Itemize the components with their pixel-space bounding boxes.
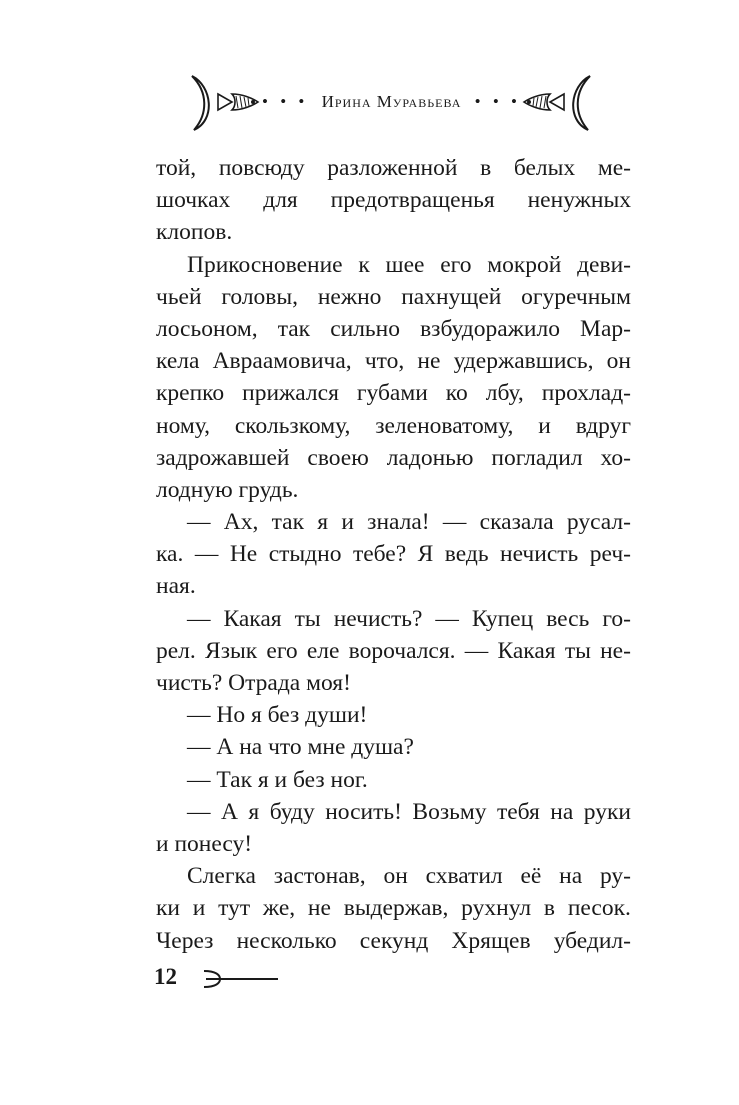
text-line: той, повсюду разложенной в белых ме- <box>156 155 631 181</box>
text-line: — Так я и без ног. <box>187 766 368 793</box>
header-title <box>262 92 520 112</box>
text-line: рел. Язык его еле ворочался. — Какая ты не- <box>156 637 631 664</box>
text-line: клопов. <box>156 219 233 246</box>
header-dots-left: • • • <box>262 92 309 111</box>
text-line: чьей головы, нежно пахнущей огуречным <box>156 283 631 310</box>
text-line: ки и тут же, не выдержав, рухнул в песок. <box>156 895 631 922</box>
text-line: — А на что мне душа? <box>187 734 414 761</box>
text-line: кела Авраамовича, что, не удержавшись, он <box>156 348 631 375</box>
text-line: и понесу! <box>156 830 253 857</box>
header-dots-right: • • • <box>474 92 521 111</box>
text-line: — А я буду носить! Возьму тебя на руки <box>187 798 631 825</box>
mermaid-tail-ornament-icon <box>182 72 262 134</box>
text-line: Слегка застонав, он схватил её на ру- <box>187 863 631 890</box>
text-line: чисть? Отрада моя! <box>156 670 351 696</box>
text-line: — Ах, так я и знала! — сказала русал- <box>187 509 631 536</box>
text-line: — Какая ты нечисть? — Купец весь го- <box>187 605 631 632</box>
text-line: Прикосновение к шее его мокрой деви- <box>187 251 631 278</box>
text-line: лосьоном, так сильно взбудоражило Мар- <box>156 315 631 342</box>
text-line: лодную грудь. <box>156 476 299 503</box>
text-line: ному, скользкому, зеленоватому, и вдруг <box>156 412 631 439</box>
text-line: крепко прижался губами ко лбу, прохлад- <box>156 380 631 407</box>
mermaid-tail-ornament-right-icon <box>520 72 600 134</box>
author-name: Ирина Муравьева <box>321 92 462 111</box>
trident-icon <box>202 968 280 990</box>
text-line: Через несколько секунд Хрящев убедил- <box>156 927 631 954</box>
text-line: задрожавшей своею ладонью погладил хо- <box>156 444 631 471</box>
text-line: ка. — Не стыдно тебе? Я ведь нечисть реч- <box>156 541 631 568</box>
text-line: ная. <box>156 573 196 600</box>
running-header <box>0 72 739 134</box>
text-line: шочках для предотвращенья ненужных <box>156 187 631 214</box>
text-line: — Но я без души! <box>187 702 368 729</box>
page-number: 12 <box>154 964 177 989</box>
main-text <box>156 152 631 957</box>
